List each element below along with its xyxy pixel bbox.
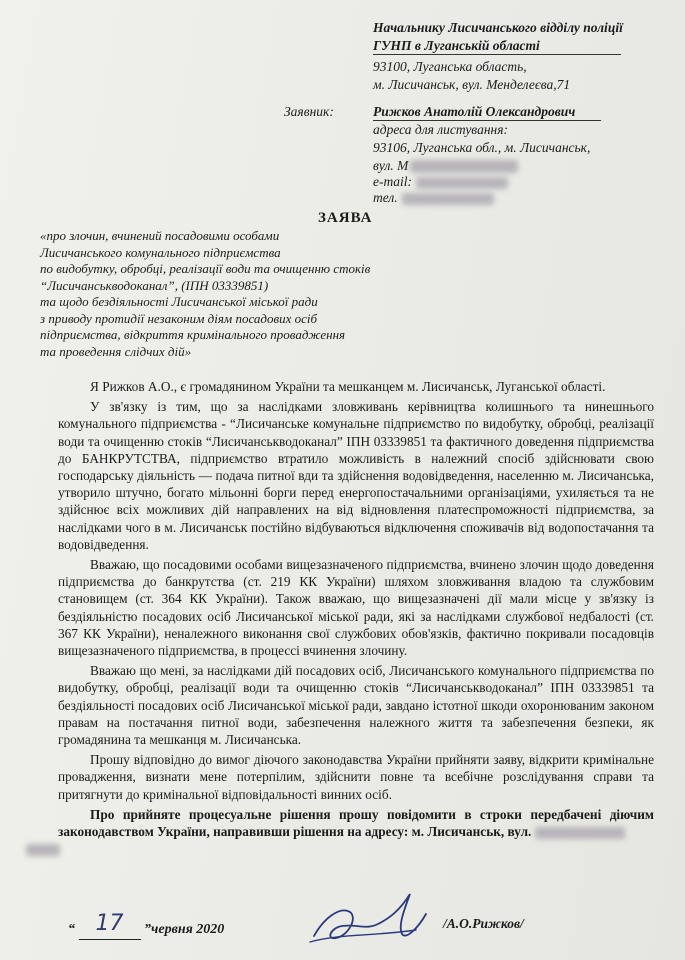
recipient-line-3: 93100, Луганська область, bbox=[373, 59, 527, 74]
applicant-address-label: адреса для листування: bbox=[373, 122, 508, 137]
applicant-email-label: e-mail: bbox=[373, 174, 412, 189]
subject-line: та щодо бездіяльності Лисичанської міської ради bbox=[40, 294, 318, 309]
document-body bbox=[58, 378, 654, 860]
subject-line: з приводу протидії незаконим діям посадових осіб bbox=[40, 310, 318, 326]
subject-line: “Лисичанськводоканал”, (ІПН 03339851) bbox=[40, 277, 269, 293]
subject-line: по видобутку, обробці, реалізації води та очищенню стоків bbox=[40, 261, 371, 276]
redacted-reply-address-2 bbox=[26, 844, 60, 856]
bold-paragraph bbox=[58, 806, 654, 858]
date-rest: червня 2020 bbox=[151, 922, 225, 937]
redacted-phone bbox=[402, 193, 494, 205]
applicant-name: Рижков Анатолій Олександрович bbox=[373, 104, 576, 119]
document-title: ЗАЯВА bbox=[318, 210, 373, 226]
date-line bbox=[68, 911, 225, 940]
recipient-underline bbox=[373, 54, 621, 55]
subject-block bbox=[40, 228, 370, 360]
body-paragraph: Вважаю що мені, за наслідками дій посадових осіб, Лисичанського комунального підприємства по видобутку, обробці, реалізації води та очищенню стоків “Лисичанськводоканал” ІПН 03339851 та бездіяльності посадових осіб Лисичанської міської ради, завдано істотної шкоди охоронюваним законом правам на постачання питної води, забезпечення належного життя та забезпечення безпеки, як громадянина та мешканця м. Лисичанська. bbox=[58, 663, 654, 748]
body-paragraph: Прошу відповідно до вимог діючого законодавства України прийняти заяву, відкрити кримінальне провадження, визнати мене потерпілим, здійснити повне та всебічне розслідування справи та притягнути до кримінальної відповідальності винних осіб. bbox=[58, 752, 654, 802]
recipient-line-1: Начальнику Лисичанського відділу поліції bbox=[373, 20, 623, 35]
body-paragraph: Вважаю, що посадовими особами вищезазначеного підприємства, вчинено злочин щодо доведення підприємства до банкрутства (ст. 219 КК України) шляхом зловживання владою та службовим становищем (ст. 364 КК України). Також вважаю, що вищезазначені дії мали місце у зв'язку із бездіяльністю посадових осіб Лисичанської міської ради, які за наслідками службової недбалості (ст. 367 КК України), неналежного виконання свої службових обов'язків, фактично покривали посадовців вищезазначеного підприємства, в процессі вчинення злочину. bbox=[58, 557, 654, 659]
redacted-reply-address bbox=[535, 827, 625, 839]
applicant-address-line: 93106, Луганська обл., м. Лисичанськ, bbox=[373, 140, 591, 155]
date-day: 17 bbox=[95, 911, 124, 936]
subject-line: та проведення слідчих дій» bbox=[40, 343, 192, 359]
recipient-line-4: м. Лисичанськ, вул. Менделеєва,71 bbox=[373, 77, 571, 92]
subject-line: підприємства, відкриття кримінального провадження bbox=[40, 327, 346, 342]
subject-line: Лисичанського комунального підприємства bbox=[40, 244, 281, 260]
bold-paragraph-text: Про прийняте процесуальне рішення прошу повідомити в строки передбачені діючим законодавством України, направивши рішення на адресу: м. Лисичанськ, вул. bbox=[58, 806, 654, 840]
applicant-phone bbox=[373, 188, 494, 207]
date-quote-open: “ bbox=[68, 922, 75, 937]
body-paragraph: Я Рижков А.О., є громадянином України та мешканцем м. Лисичанськ, Луганської області. bbox=[90, 379, 606, 394]
body-paragraph: У зв'язку із тим, що за наслідками зловживань керівництва колишнього та нинешнього комунального підприємства - “Лисичанське комунальне підприємство по видобутку, обробці, реалізації води та очищенню стоків “Лисичанськводоканал” ІПН 03339851 та фактичного доведення підприємства до БАНКРУТСТВА, підприємство втратило можливість в належний спосіб здійснювати свою господарську діяльність — подача питної вди та здійснення водовідведення, населенню м. Лисичанська, утворило штучно, богато мільонні борги перед енергопостачальними організаціями, ухиляється та не здійснює всіх можливих дій направлених на від відновлення платеспроможності підприємства, за наслідками чого в м. Лисичанськ постійно відбуваються відключення споживачів від водопостачання та водовідведення. bbox=[58, 399, 654, 552]
date-quote-close: ” bbox=[144, 922, 151, 937]
signature-mark bbox=[306, 884, 446, 952]
signer-name: /А.О.Рижков/ bbox=[443, 916, 524, 931]
date-day-field bbox=[79, 911, 141, 940]
applicant-street-prefix: вул. М bbox=[373, 158, 409, 173]
recipient-line-2: ГУНП в Луганській області bbox=[373, 38, 540, 53]
applicant-label: Заявник: bbox=[284, 104, 334, 119]
applicant-phone-label: тел. bbox=[373, 190, 398, 205]
signature bbox=[306, 884, 446, 957]
subject-line: «про злочин, вчинений посадовими особами bbox=[40, 228, 280, 243]
